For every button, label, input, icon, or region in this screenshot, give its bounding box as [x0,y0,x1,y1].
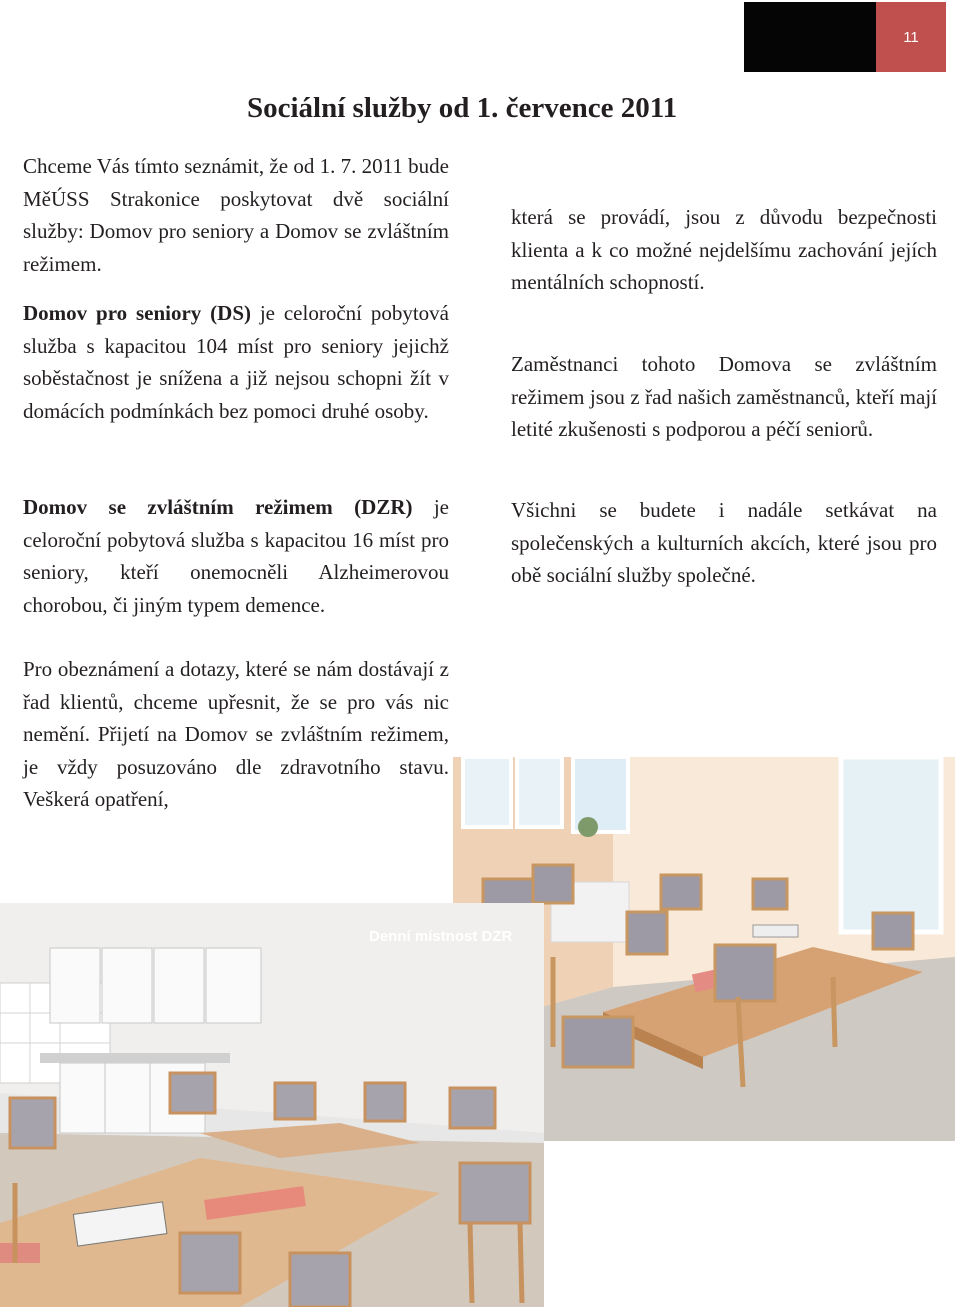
ds-description: je celoroční pobytová služba s kapacitou 104 míst pro seniory jejichž soběstačnost je snížena a již nejsou schopni žít v domácích podmínkách bez pomoci druhé osoby. [23,301,449,423]
day-room-photo [0,903,544,1307]
continuation-paragraph: která se provádí, jsou z důvodu bezpečnosti klienta a k co možné nejdelšímu zachování jejích mentálních schopností. [511,205,937,294]
dzr-term: Domov se zvláštním režimem (DZR) [23,495,413,519]
dzr-paragraph [23,491,449,621]
page-number: 11 [876,2,946,72]
intro-paragraph: Chceme Vás tímto seznámit, že od 1. 7. 2011 bude MěÚSS Strakonice poskytovat dvě sociální služby: Domov pro seniory a Domov se zvláštním režimem. [23,154,449,276]
page-badge-dark-block [744,2,876,72]
closing-paragraph: Všichni se budete i nadále setkávat na společenských a kulturních akcích, které jsou pro obě sociální služby společné. [511,498,937,587]
photo-caption: Denní místnost DZR [369,928,513,945]
ds-paragraph [23,297,449,427]
ds-term: Domov pro seniory (DS) [23,301,251,325]
info-paragraph: Pro obeznámení a dotazy, které se nám dostávají z řad klientů, chceme upřesnit, že se pro vás nic nemění. Přijetí na Domov se zvláštním režimem, je vždy posuzováno dle zdravotního stavu. Veškerá opatření, [23,657,449,811]
page-title: Sociální služby od 1. července 2011 [247,92,678,124]
page-number-badge [744,2,946,72]
staff-paragraph: Zaměstnanci tohoto Domova se zvláštním režimem jsou z řad našich zaměstnanců, kteří mají letité zkušenosti s podporou a péčí seniorů. [511,352,937,441]
dzr-description: je celoroční pobytová služba s kapacitou 16 míst pro seniory, kteří onemocněli Alzheimerovou chorobou, či jiným typem demence. [23,495,450,617]
